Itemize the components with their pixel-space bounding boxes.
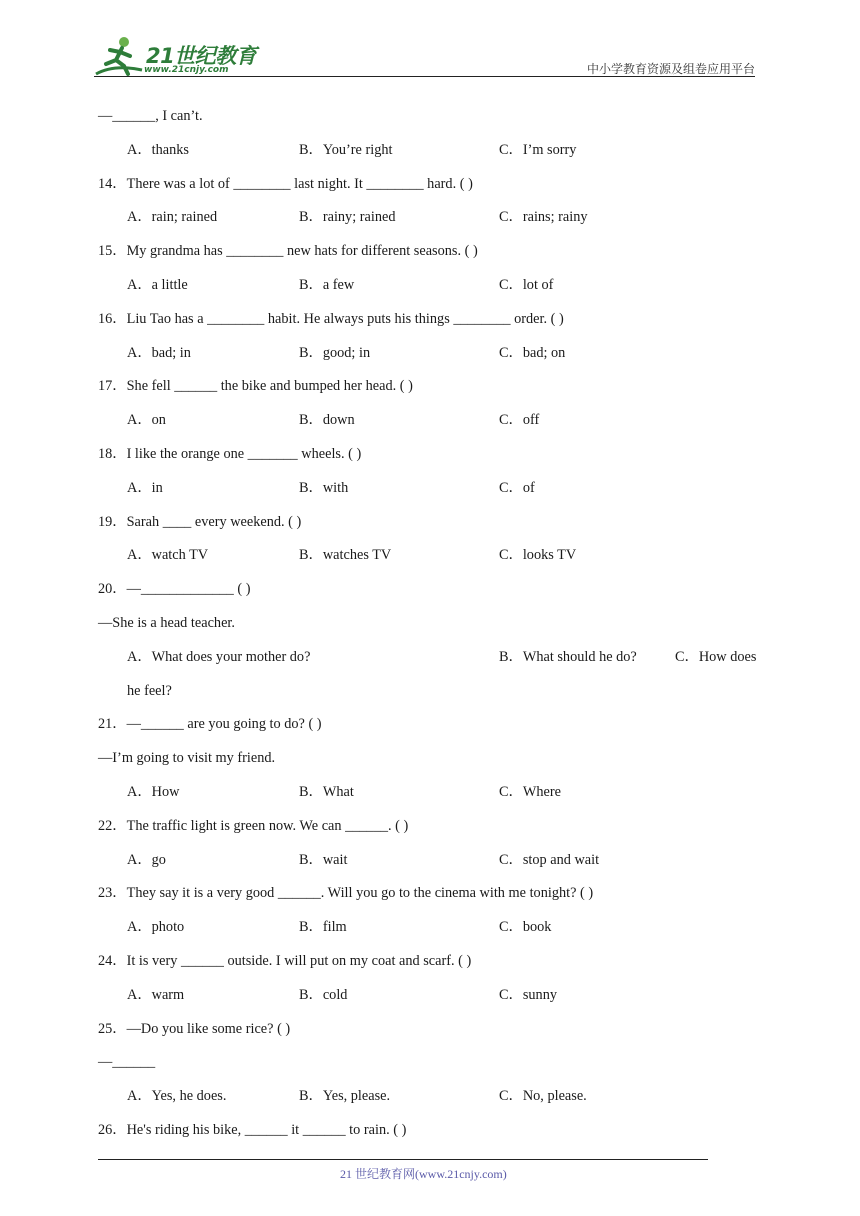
option-b: B．good; in [299,345,371,361]
option-c: C．stop and wait [499,852,600,868]
footer-text: 21 世纪教育网(www.21cnjy.com) [340,1167,507,1181]
option-c: C．looks TV [499,547,577,563]
question-19: 19．Sarah ____ every weekend. ( ) [98,514,302,530]
question-25: 25．—Do you like some rice? ( ) [98,1021,291,1037]
option-c: C．I’m sorry [499,142,577,158]
page-header [94,30,755,78]
option-a: A．How [127,784,180,800]
option-c: C．bad; on [499,345,566,361]
option-b: B．wait [299,852,348,868]
question-15: 15．My grandma has ________ new hats for different seasons. ( ) [98,243,478,259]
option-b: B．film [299,919,347,935]
text-line: —She is a head teacher. [98,615,235,631]
option-b: B．with [299,480,349,496]
option-b: B．watches TV [299,547,392,563]
option-a: A．warm [127,987,185,1003]
question-26: 26．He's riding his bike, ______ it ______ to rain. ( ) [98,1122,407,1138]
option-a: A．photo [127,919,185,935]
question-17: 17．She fell ______ the bike and bumped her head. ( ) [98,378,413,394]
option-a: A．bad; in [127,345,191,361]
question-23: 23．They say it is a very good ______. Will you go to the cinema with me tonight? ( ) [98,885,594,901]
option-a: A．rain; rained [127,209,218,225]
runner-logo-icon [94,34,146,78]
question-24: 24．It is very ______ outside. I will put on my coat and scarf. ( ) [98,953,472,969]
option-c: C．of [499,480,535,496]
option-a: A．a little [127,277,188,293]
question-16: 16．Liu Tao has a ________ habit. He always puts his things ________ order. ( ) [98,311,564,327]
option-a: A．watch TV [127,547,209,563]
option-b: B．What should he do? [499,649,637,665]
text-line: he feel? [127,683,172,699]
option-b: B．rainy; rained [299,209,396,225]
option-c: C．No, please. [499,1088,587,1104]
option-a: A．go [127,852,166,868]
option-c: C．lot of [499,277,554,293]
option-b: B．Yes, please. [299,1088,391,1104]
question-14: 14．There was a lot of ________ last night. It ________ hard. ( ) [98,176,473,192]
option-c: C．How does [675,649,757,665]
text-line: —______ [98,1054,156,1070]
option-c: C．off [499,412,540,428]
site-logo [94,34,274,78]
option-b: B．You’re right [299,142,393,158]
option-b: B．What [299,784,354,800]
option-c: C．sunny [499,987,557,1003]
option-b: B．a few [299,277,355,293]
header-platform-name: 中小学教育资源及组卷应用平台 [586,62,755,76]
header-divider [94,76,755,77]
footer-divider [98,1159,708,1160]
question-18: 18．I like the orange one _______ wheels. ( ) [98,446,362,462]
logo-text: 21世纪教育 [146,44,257,68]
option-a: A．on [127,412,166,428]
question-22: 22．The traffic light is green now. We can ______. ( ) [98,818,409,834]
option-c: C．book [499,919,552,935]
option-b: B．cold [299,987,348,1003]
option-a: A．thanks [127,142,189,158]
option-c: C．rains; rainy [499,209,588,225]
option-a: A．What does your mother do? [127,649,311,665]
option-a: A．Yes, he does. [127,1088,227,1104]
question-20: 20．—_____________ ( ) [98,581,251,597]
option-b: B．down [299,412,355,428]
option-a: A．in [127,480,163,496]
logo-url: www.21cnjy.com [144,65,229,75]
text-line: —______, I can’t. [98,108,203,124]
question-21: 21．—______ are you going to do? ( ) [98,716,322,732]
option-c: C．Where [499,784,561,800]
text-line: —I’m going to visit my friend. [98,750,276,766]
